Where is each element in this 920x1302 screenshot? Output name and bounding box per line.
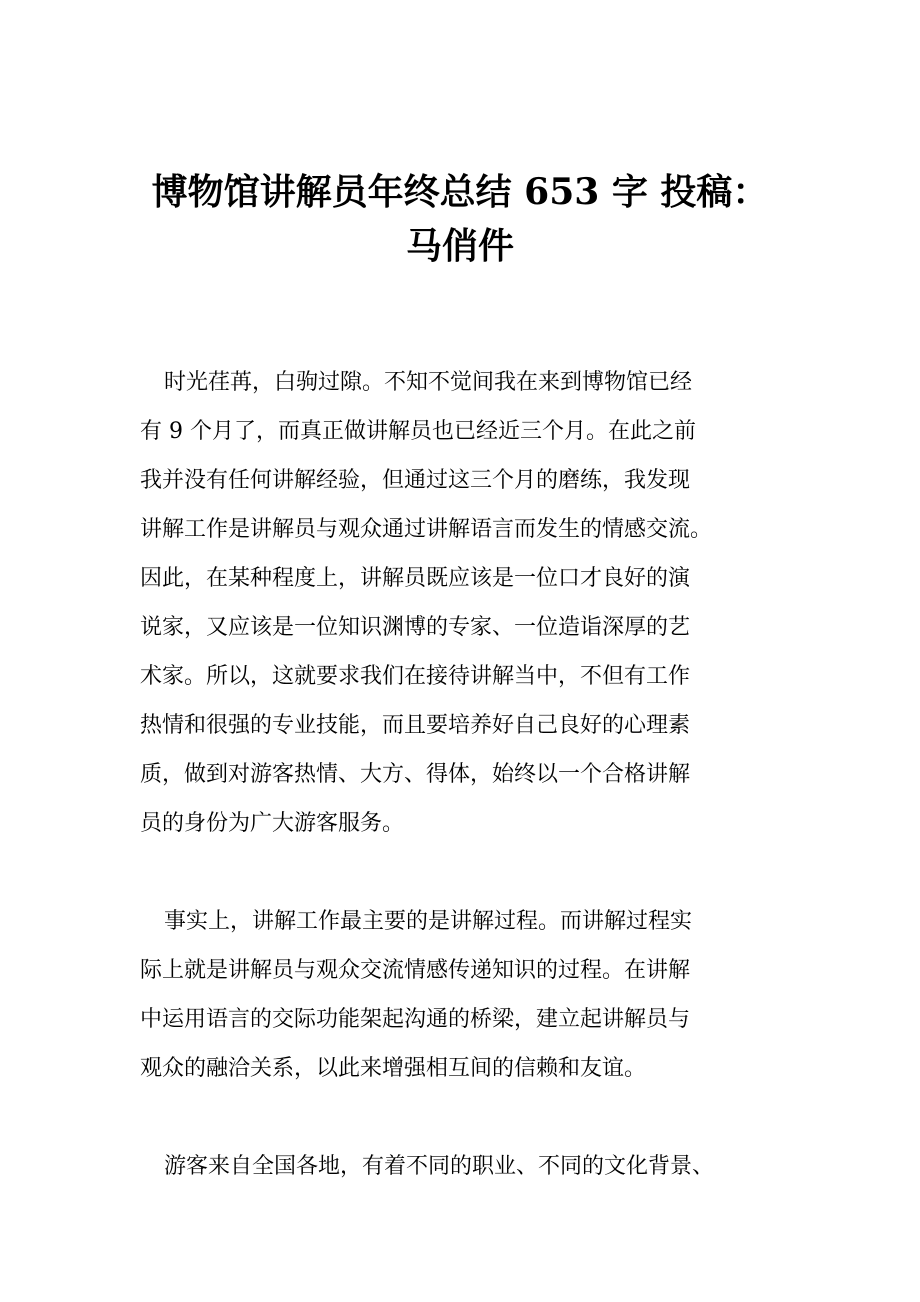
text-line: 质，做到对游客热情、大方、得体，始终以一个合格讲解 bbox=[140, 762, 691, 787]
document-title bbox=[120, 165, 800, 273]
text-line: 际上就是讲解员与观众交流情感传递知识的过程。在讲解 bbox=[140, 958, 691, 983]
text-line: 我并没有任何讲解经验，但通过这三个月的磨练，我发现 bbox=[140, 468, 691, 493]
text-line: 说家，又应该是一位知识渊博的专家、一位造诣深厚的艺 bbox=[140, 615, 691, 640]
text-line: 术家。所以，这就要求我们在接待讲解当中，不但有工作 bbox=[140, 664, 691, 689]
text-line: 事实上，讲解工作最主要的是讲解过程。而讲解过程实 bbox=[164, 909, 693, 934]
text-line: 游客来自全国各地，有着不同的职业、不同的文化背景、 bbox=[164, 1154, 715, 1179]
text-line: 讲解工作是讲解员与观众通过讲解语言而发生的情感交流。 bbox=[140, 517, 713, 542]
paragraph-3 bbox=[140, 1142, 780, 1191]
title-line-2: 马俏件 bbox=[405, 225, 514, 267]
paragraph-1 bbox=[140, 358, 780, 848]
text-line: 因此，在某种程度上，讲解员既应该是一位口才良好的演 bbox=[140, 566, 691, 591]
text-line: 观众的融洽关系，以此来增强相互间的信赖和友谊。 bbox=[140, 1056, 647, 1081]
text-line: 员的身份为广大游客服务。 bbox=[140, 811, 405, 836]
text-line: 有 9 个月了，而真正做讲解员也已经近三个月。在此之前 bbox=[140, 419, 696, 444]
title-line-1: 博物馆讲解员年终总结 653 字 投稿： bbox=[151, 171, 769, 213]
paragraph-2 bbox=[140, 897, 780, 1093]
document-body bbox=[140, 358, 780, 1240]
text-line: 中运用语言的交际功能架起沟通的桥梁，建立起讲解员与 bbox=[140, 1007, 691, 1032]
text-line: 时光荏苒，白驹过隙。不知不觉间我在来到博物馆已经 bbox=[164, 370, 693, 395]
text-line: 热情和很强的专业技能，而且要培养好自己良好的心理素 bbox=[140, 713, 691, 738]
